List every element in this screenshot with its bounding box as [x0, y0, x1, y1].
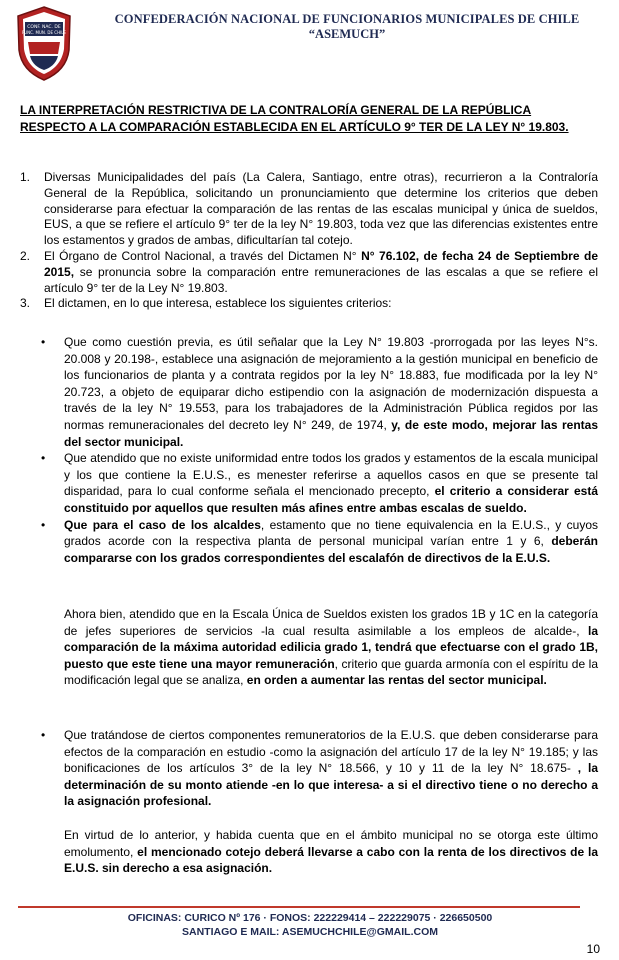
- criteria-bold: el criterio a considerar está constituido por aquellos que resulten más afines entre ambas escalas de sueldo.: [64, 484, 598, 515]
- alcaldes-paragraph: [38, 606, 598, 689]
- criteria-item: [38, 334, 598, 450]
- criteria-text: Que tratándose de ciertos componentes remuneratorios de la E.U.S. que deben considerarse para efectos de la comparación en estudio -como la asignación del artículo 17 de la ley N° 19.185; y las bonificaciones de los artículos 3° de la ley N° 18.566, y 10 y 11 de la ley N° 18.675-: [64, 728, 598, 776]
- components-list: [38, 727, 598, 810]
- paragraph-text: , criterio que guarda armonía con el espíritu de la modificación legal que se analiza,: [64, 656, 598, 688]
- criteria-bold: , la determinación de su monto atiende -en lo que interesa- a si el directivo tiene o no derecho a la asignación profesional.: [64, 761, 598, 809]
- paragraph-text: En virtud de lo anterior, y habida cuenta que en el ámbito municipal no se otorga este último emolumento,: [64, 828, 598, 859]
- criteria-list: [38, 334, 598, 566]
- item-text-bold: N° 76.102, de fecha 24 de Septiembre de 2015,: [44, 248, 599, 279]
- final-paragraph: [38, 827, 598, 877]
- paragraph-text: Ahora bien, atendido que en la Escala Única de Sueldos existen los grados 1B y 1C en la categoría de jefes superiores de servicios -la cual resulta asimilable a los empleos de alcalde-,: [64, 607, 598, 638]
- numbered-list: [20, 170, 598, 312]
- item-number: 1.: [20, 170, 31, 184]
- footer-divider: [18, 906, 580, 908]
- bullet-icon: •: [41, 451, 46, 466]
- organization-name: CONFEDERACIÓN NACIONAL DE FUNCIONARIOS MUNICIPALES DE CHILE: [114, 12, 580, 26]
- criteria-bold: y, de este modo, mejorar las rentas del sector municipal.: [64, 417, 598, 449]
- bullet-icon: •: [41, 517, 46, 532]
- logo-text-2: FUNC. MUN. DE CHILE: [21, 30, 67, 35]
- criteria-text: , estamento que no tiene equivalencia en la E.U.S., y cuyos grados acorde con la respectiva planta de personal municipal varían entre 1 y 6,: [64, 517, 598, 549]
- logo-text-1: CONF. NAC. DE: [27, 25, 61, 30]
- item-text-pre: El Órgano de Control Nacional, a través del Dictamen N°: [44, 248, 362, 263]
- organization-acronym: “ASEMUCH”: [308, 27, 386, 41]
- bullet-icon: •: [41, 728, 46, 742]
- paragraph-bold: el mencionado cotejo deberá llevarse a cabo con la renta de los directivos de la E.U.S. sin derecho a esa asignación.: [64, 844, 598, 876]
- criteria-item: [38, 727, 598, 810]
- list-item: [20, 296, 598, 312]
- criteria-item: [38, 450, 598, 516]
- document-title: LA INTERPRETACIÓN RESTRICTIVA DE LA CONTRALORÍA GENERAL DE LA REPÚBLICA RESPECTO A LA COMPARACIÓN ESTABLECIDA EN EL ARTÍCULO 9° TER DE LA LEY N° 19.803.: [20, 103, 569, 134]
- item-text: El dictamen, en lo que interesa, establece los siguientes criterios:: [44, 296, 392, 311]
- criteria-text: Que como cuestión previa, es útil señalar que la Ley N° 19.803 -prorrogada por las leyes N°s. 20.008 y 20.198-, establece una asignación de mejoramiento a la gestión municipal en beneficio de los funcionarios de planta y a contrata regidos por la ley N° 18.883, fue modificada por la ley N° 20.723, a objeto de equiparar dicho estipendio con la asignación de modernización dispuesta a través de la ley N° 19.553, para los trabajadores de la Administración Pública regidos por las normas remuneracionales del decreto ley N° 249, de 1974,: [64, 335, 598, 432]
- criteria-item: [38, 517, 598, 567]
- footer-offices: OFICINAS: CURICO Nº 176 · FONOS: 222229414 – 222229075 · 226650500: [127, 912, 493, 924]
- bullet-icon: •: [41, 335, 46, 349]
- item-number: 3.: [20, 296, 31, 311]
- list-item: [20, 170, 598, 249]
- criteria-bold: deberán compararse con los grados correspondientes del escalafón de directivos de la E.U.S.: [64, 534, 598, 565]
- list-item: [20, 249, 598, 296]
- item-number: 2.: [20, 248, 31, 263]
- criteria-text: Que atendido que no existe uniformidad entre todos los grados y estamentos de la escala municipal y los que contiene la E.U.S., es menester referirse a aquellos casos en que se presente tal disparidad, para lo cual conforme señala el mencionado precepto,: [64, 451, 598, 499]
- paragraph-bold: la comparación de la máxima autoridad edilicia grado 1, tendrá que efectuarse con el grado 1B, puesto que este tiene una mayor remuneración: [64, 623, 598, 671]
- page-number: 10: [586, 942, 600, 956]
- item-text: Diversas Municipalidades del país (La Calera, Santiago, entre otras), recurrieron a la Contraloría General de la República, solicitando un pronunciamiento que determine los criterios que deben considerarse para efectuar la comparación de las rentas de las escalas municipal y única de sueldos, EUS, a que se refiere el artículo 9° ter de la ley N° 19.803, toda vez que las diferencias existentes entre los estamentos y grados de ambas, dificultarían tal cotejo.: [44, 170, 598, 248]
- item-text-post: se pronuncia sobre la comparación entre remuneraciones de las escalas a que se refiere el artículo 9° ter de la Ley N° 19.803.: [44, 264, 598, 295]
- footer-email: SANTIAGO E MAIL: ASEMUCHCHILE@GMAIL.COM: [181, 926, 438, 938]
- criteria-bold-lead: Que para el caso de los alcaldes: [64, 517, 261, 532]
- asemuch-logo: [14, 4, 74, 82]
- paragraph-bold: en orden a aumentar las rentas del sector municipal.: [243, 673, 547, 688]
